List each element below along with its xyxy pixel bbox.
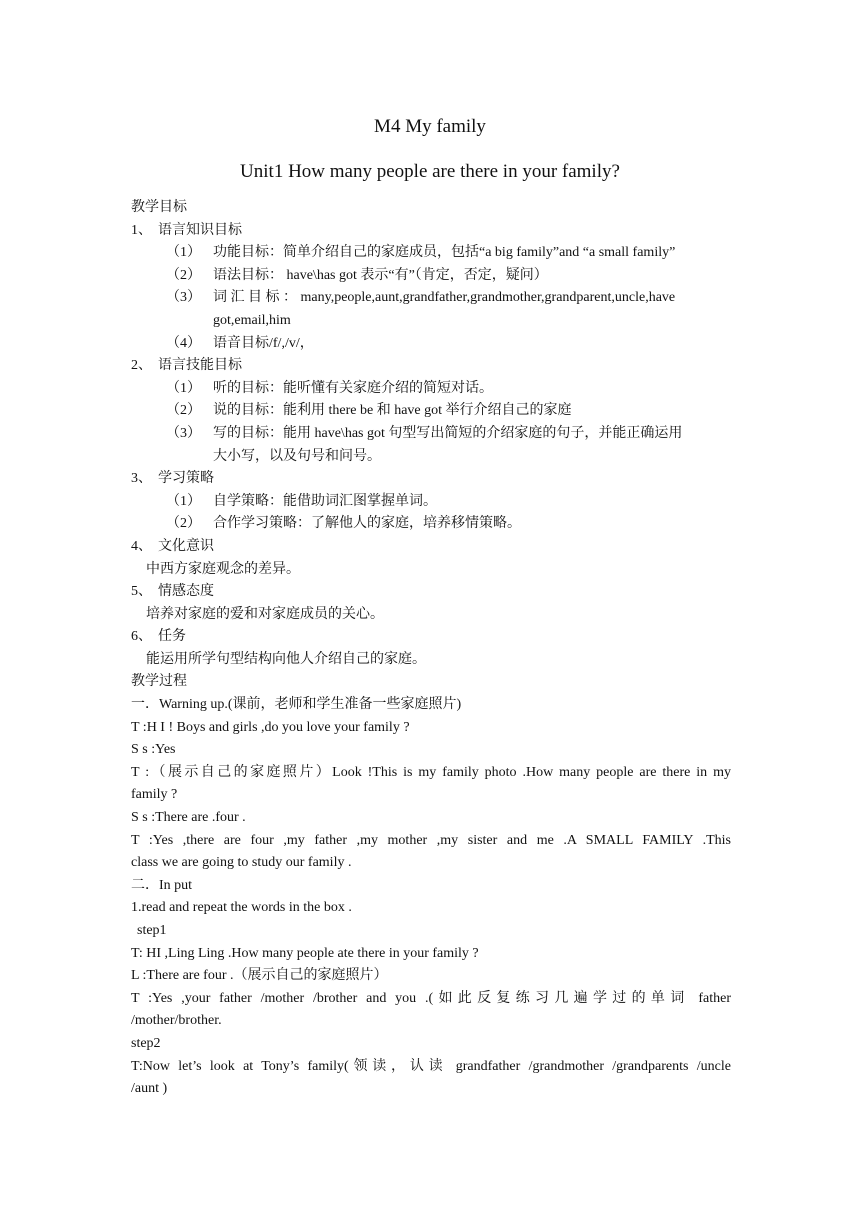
paragraph: 二．In put [131,877,193,893]
sub-item-continuation: 大小写，以及句号和问号。 [213,448,381,464]
sub-item-number: （2） [166,516,201,532]
dialogue-line: T :H I ! Boys and girls ,do you love your family ? [131,719,410,735]
numbered-heading [131,355,731,378]
sub-item [131,287,731,310]
paragraph: 一．Warning up.(课前，老师和学生准备一些家庭照片) [131,697,462,713]
item-text: 任务 [158,629,186,645]
document-title: M4 My family [374,116,486,137]
dialogue-line: T :Yes ,there are four ,my father ,my mother ,my sister and me .A SMALL FAMILY .This [131,832,731,848]
sub-item [131,491,731,514]
sub-item-number: （2） [166,267,201,283]
sub-item-number: （1） [166,380,201,396]
sub-item [131,242,731,265]
sub-item-number: （3） [166,290,201,306]
numbered-heading [131,581,731,604]
numbered-heading [131,536,731,559]
sub-item-number: （1） [166,493,201,509]
sub-item-number: （2） [166,403,201,419]
dialogue-line: T:Now let’s look at Tony’s family(领读，认读 grandfather /grandmother /grandparents /uncle [131,1058,731,1074]
sub-item-number: （3） [166,425,201,441]
item-text: 语言技能目标 [158,358,242,374]
dialogue-line: T :（展示自己的家庭照片）Look !This is my family photo .How many people are there in my [131,764,731,780]
sub-item-text: 写的目标：能用 have\has got 句型写出简短的介绍家庭的句子，并能正确运用 [213,425,683,441]
sub-item [131,333,731,356]
sub-item [131,513,731,536]
sub-item-text: 听的目标：能听懂有关家庭介绍的简短对话。 [213,380,493,396]
sub-item-continuation: got,email,him [213,312,291,328]
section-heading: 教学目标 [131,200,187,215]
section-heading: 教学过程 [131,674,187,690]
dialogue-line-continuation: /mother/brother. [131,1013,222,1029]
sub-item-text: 词 汇 目 标 ： many,people,aunt,grandfather,grandmother,grandparent,uncle,have [213,290,676,306]
dialogue-line: T :Yes ,your father /mother /brother and you .(如此反复练习几遍学过的单词 father [131,990,731,1006]
numbered-heading [131,220,731,243]
numbered-heading [131,626,731,649]
item-number: 2、 [131,358,152,374]
dialogue-line-continuation: family ? [131,787,178,803]
sub-item-text: 语音目标/f/,/v/， [213,335,314,351]
item-text: 语言知识目标 [158,222,242,238]
numbered-heading [131,468,731,491]
sub-item-number: （4） [166,335,201,351]
paragraph: 能运用所学句型结构向他人介绍自己的家庭。 [146,651,426,667]
item-number: 4、 [131,538,152,554]
paragraph: 1.read and repeat the words in the box . [131,900,352,916]
sub-item-text: 说的目标：能利用 there be 和 have got 举行介绍自己的家庭 [213,403,572,419]
sub-item-text: 功能目标：简单介绍自己的家庭成员，包括“a big family”and “a small family” [213,245,676,261]
dialogue-line-continuation: /aunt ) [131,1081,168,1097]
sub-item [131,378,731,401]
sub-item [131,400,731,423]
item-number: 5、 [131,584,152,600]
step-label: step2 [131,1035,161,1051]
sub-item-number: （1） [166,245,201,261]
dialogue-line: L :There are four .（展示自己的家庭照片） [131,968,388,984]
item-number: 6、 [131,629,152,645]
item-text: 情感态度 [158,584,214,600]
document-body [131,197,731,1101]
dialogue-line: S s :There are .four . [131,810,246,826]
dialogue-line: S s :Yes [131,742,176,758]
sub-item-text: 自学策略：能借助词汇图掌握单词。 [213,493,437,509]
sub-item-text: 语法目标： have\has got 表示“有”（肯定，否定，疑问） [213,267,548,283]
dialogue-line-continuation: class we are going to study our family . [131,855,352,871]
sub-item [131,265,731,288]
paragraph: 培养对家庭的爱和对家庭成员的关心。 [146,606,384,622]
step-label: step1 [137,923,167,938]
sub-item-text: 合作学习策略：了解他人的家庭，培养移情策略。 [213,516,521,532]
paragraph: 中西方家庭观念的差异。 [146,561,300,577]
item-number: 1、 [131,222,152,238]
item-number: 3、 [131,471,152,487]
sub-item [131,423,731,446]
item-text: 文化意识 [158,538,214,554]
dialogue-line: T: HI ,Ling Ling .How many people ate there in your family ? [131,945,479,961]
document-subtitle: Unit1 How many people are there in your family? [240,161,620,182]
item-text: 学习策略 [158,471,214,487]
